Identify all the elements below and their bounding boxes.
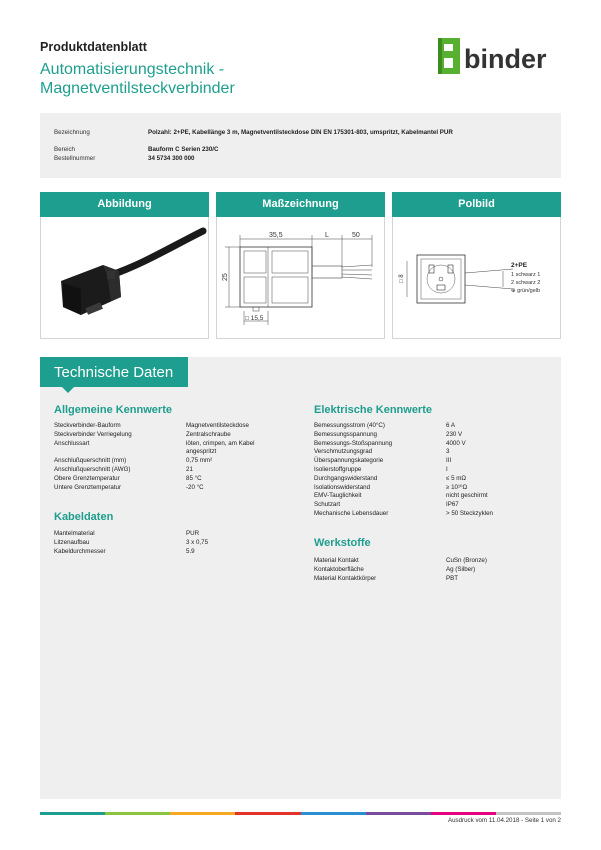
info-value-bestellnummer: 34 5734 300 000 <box>148 155 195 162</box>
dimension-drawing <box>217 217 384 337</box>
heading-kabeldaten: Kabeldaten <box>54 511 114 523</box>
werkstoffe-list <box>314 557 554 583</box>
color-segment <box>235 812 300 815</box>
table-row: Material Kontaktkörper PBT <box>314 574 459 582</box>
table-row: Kontaktoberfläche Ag (Silber) <box>314 565 476 573</box>
product-image-panel <box>40 217 209 339</box>
table-row: Mantelmaterial PUR <box>54 530 200 537</box>
footer-print-info: Ausdruck vom 11.04.2018 - Seite 1 von 2 <box>447 817 561 824</box>
technical-data-tab: Technische Daten <box>40 357 188 387</box>
table-row: Steckverbinder-Bauform Magnetventilsteckdose <box>54 422 249 429</box>
color-segment <box>105 812 170 815</box>
table-row: Anschlußquerschnitt (AWG) 21 <box>54 465 193 473</box>
table-row: Steckverbinder Verriegelung Zentralschraube <box>54 430 231 438</box>
color-segment <box>366 812 431 815</box>
elektrische-kennwerte-list <box>314 422 554 519</box>
logo-text: binder <box>464 44 547 74</box>
color-segment <box>40 812 105 815</box>
table-row: Schutzart IP67 <box>314 501 459 509</box>
document-type: Produktdatenblatt <box>40 40 147 54</box>
heading-allgemeine-kennwerte: Allgemeine Kennwerte <box>54 404 172 416</box>
table-row: Mechanische Lebensdauer > 50 Steckzyklen <box>314 509 493 517</box>
table-row: Bemessungs-Stoßspannung 4000 V <box>314 439 466 447</box>
pin-square-label: □ 8 <box>399 274 405 283</box>
product-info-box <box>40 113 561 178</box>
dim-height: 25 <box>222 273 229 281</box>
title-line-1: Automatisierungstechnik - <box>40 61 225 78</box>
heading-werkstoffe: Werkstoffe <box>314 537 371 549</box>
table-row: Litzenaufbau 3 x 0,75 <box>54 538 209 546</box>
pin-layout-panel <box>392 217 561 339</box>
info-label-bereich: Bereich <box>54 146 75 153</box>
table-row: Anschlussart löten, crimpen, am Kabel <box>54 439 255 447</box>
info-value-bezeichnung: Polzahl: 2+PE, Kabellänge 3 m, Magnetventilsteckdose DIN EN 175301-803, umspritzt, Kabelmantel PUR <box>148 129 453 136</box>
allgemeine-kennwerte-list <box>54 422 294 492</box>
dim-length-c: 50 <box>352 232 360 239</box>
table-row: Anschlußquerschnitt (mm) 0,75 mm² <box>54 457 213 465</box>
footer-color-bar <box>40 812 561 815</box>
table-row: Durchgangswiderstand ≤ 5 mΩ <box>314 474 467 482</box>
table-row: Bemessungsstrom (40°C) 6 A <box>314 422 455 429</box>
table-row: Verschmutzungsgrad 3 <box>314 448 450 456</box>
table-row: Bemessungsspannung 230 V <box>314 430 463 438</box>
table-row: Kabeldurchmesser 5.9 <box>54 547 195 555</box>
table-row: angespritzt <box>186 448 217 456</box>
pin-legend-1: 1 schwarz 1 <box>511 272 541 278</box>
table-row: Untere Grenztemperatur -20 °C <box>54 483 204 491</box>
pin-legend-pe: ⊕ grün/gelb <box>511 288 541 294</box>
dimension-drawing-panel <box>216 217 385 339</box>
dim-width: □ 15,5 <box>245 315 264 322</box>
color-segment <box>170 812 235 815</box>
title-line-2: Magnetventilsteckverbinder <box>40 80 235 97</box>
pin-layout-drawing <box>393 217 560 337</box>
kabeldaten-list <box>54 530 294 556</box>
info-value-bereich: Bauform C Serien 230/C <box>148 146 219 153</box>
page-title <box>40 60 235 98</box>
table-row: Material Kontakt CuSn (Bronze) <box>314 557 487 564</box>
panel-header-masszeichnung: Maßzeichnung <box>216 192 385 217</box>
table-row: Isolierstoffgruppe I <box>314 465 448 473</box>
dim-length-a: 35,5 <box>269 232 283 239</box>
table-row: Überspannungskategorie III <box>314 457 452 465</box>
color-segment <box>431 812 496 815</box>
binder-logo <box>438 38 558 74</box>
info-label-bezeichnung: Bezeichnung <box>54 129 90 136</box>
color-segment <box>301 812 366 815</box>
pin-title: 2+PE <box>511 262 528 269</box>
color-segment <box>496 812 561 815</box>
panel-header-polbild: Polbild <box>392 192 561 217</box>
table-row: Isolationswiderstand ≥ 10¹⁰Ω <box>314 483 468 491</box>
dim-length-l: L <box>325 232 329 239</box>
heading-elektrische-kennwerte: Elektrische Kennwerte <box>314 404 432 416</box>
table-row: EMV-Tauglichkeit nicht geschirmt <box>314 492 488 500</box>
pin-legend-2: 2 schwarz 2 <box>511 280 541 286</box>
info-label-bestellnummer: Bestellnummer <box>54 155 96 162</box>
product-image <box>41 217 208 337</box>
table-row: Obere Grenztemperatur 85 °C <box>54 474 202 482</box>
panel-header-abbildung: Abbildung <box>40 192 209 217</box>
